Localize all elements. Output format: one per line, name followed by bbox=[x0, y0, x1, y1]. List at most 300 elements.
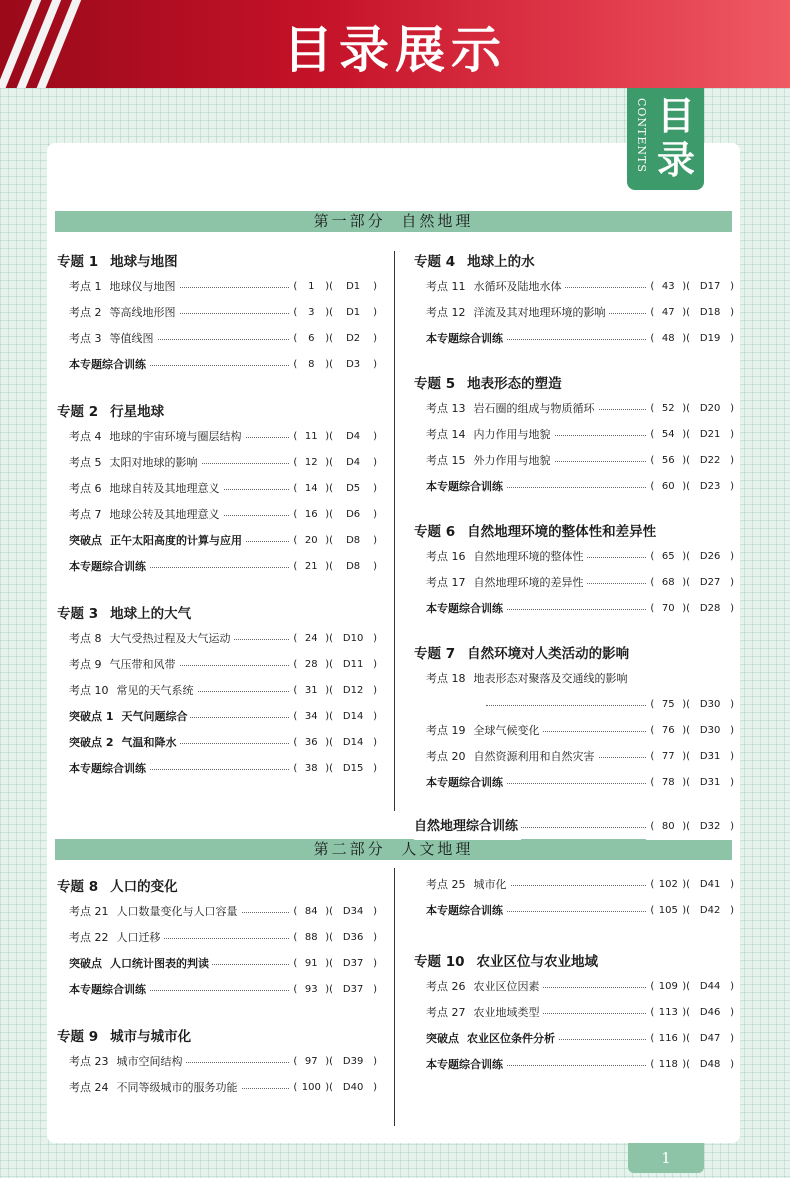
answer-ref: D44 bbox=[699, 981, 721, 992]
answer-ref: D32 bbox=[699, 821, 721, 832]
entry-pages: ( 24 )( D10 ) bbox=[289, 626, 377, 652]
column-divider bbox=[394, 868, 395, 1126]
toc-entry bbox=[414, 1052, 734, 1078]
page-ref: 118 bbox=[658, 1059, 678, 1070]
entry-title: 全球气候变化 bbox=[473, 724, 540, 737]
page-ref: 1 bbox=[308, 281, 315, 292]
topic-title bbox=[57, 250, 377, 274]
topic-name: 行星地球 bbox=[110, 404, 165, 420]
entry-key: 考点 26 bbox=[426, 980, 466, 993]
entry-label bbox=[426, 274, 565, 300]
entry-pages: ( 47 )( D18 ) bbox=[646, 300, 734, 326]
entry-key: 考点 1 bbox=[69, 280, 102, 293]
part-two-bar bbox=[55, 839, 732, 860]
entry-pages: ( 31 )( D12 ) bbox=[289, 678, 377, 704]
entry-label bbox=[69, 1075, 241, 1101]
entry-key: 考点 2 bbox=[69, 306, 102, 319]
page-ref: 77 bbox=[661, 751, 675, 762]
page-ref: 47 bbox=[661, 307, 675, 318]
entry-title: 大气受热过程及大气运动 bbox=[109, 632, 231, 645]
entry-pages: ( 70 )( D28 ) bbox=[646, 596, 734, 622]
entry-title: 自然地理环境的整体性 bbox=[473, 550, 584, 563]
toc-entry bbox=[57, 300, 377, 326]
entry-title: 地球自转及其地理意义 bbox=[109, 482, 220, 495]
entry-title: 本专题综合训练 bbox=[69, 983, 146, 996]
toc-entry bbox=[414, 974, 734, 1000]
entry-pages: ( 118 )( D48 ) bbox=[646, 1052, 734, 1078]
page-ref: 65 bbox=[661, 551, 675, 562]
part-two-title: 人文地理 bbox=[401, 840, 474, 858]
entry-pages: ( 116 )( D47 ) bbox=[646, 1026, 734, 1052]
entry-pages: ( 80 )( D32 ) bbox=[646, 814, 734, 840]
page-ref: 70 bbox=[661, 603, 675, 614]
entry-label bbox=[414, 814, 521, 840]
entry-title: 常见的天气系统 bbox=[116, 684, 194, 697]
entry-pages: ( 76 )( D30 ) bbox=[646, 718, 734, 744]
entry-pages: ( 93 )( D37 ) bbox=[289, 977, 377, 1003]
toc-entry bbox=[414, 692, 734, 718]
part-one-right-column bbox=[414, 250, 734, 840]
topic-section bbox=[57, 875, 377, 1003]
entry-label bbox=[69, 977, 149, 1003]
page-ref: 68 bbox=[661, 577, 675, 588]
page-ref: 91 bbox=[304, 958, 318, 969]
toc-entry bbox=[57, 678, 377, 704]
toc-entry bbox=[57, 652, 377, 678]
page-ref: 56 bbox=[661, 455, 675, 466]
answer-ref: D41 bbox=[699, 879, 721, 890]
entry-label bbox=[426, 744, 598, 770]
entry-key: 突破点 bbox=[426, 1032, 459, 1045]
tab-chinese-label: 目录 bbox=[656, 94, 695, 182]
entry-key: 突破点 bbox=[69, 957, 102, 970]
entry-title: 水循环及陆地水体 bbox=[473, 280, 562, 293]
page-ref: 3 bbox=[308, 307, 315, 318]
entry-label bbox=[426, 570, 587, 596]
entry-label bbox=[69, 925, 164, 951]
entry-label bbox=[69, 450, 201, 476]
entry-pages: ( 100 )( D40 ) bbox=[289, 1075, 377, 1101]
entry-pages: ( 3 )( D1 ) bbox=[289, 300, 377, 326]
toc-entry bbox=[414, 544, 734, 570]
entry-label bbox=[426, 770, 506, 796]
entry-key: 考点 4 bbox=[69, 430, 102, 443]
answer-ref: D6 bbox=[346, 509, 361, 520]
toc-entry bbox=[57, 977, 377, 1003]
entry-title: 农业地域类型 bbox=[473, 1006, 540, 1019]
entry-pages: ( 65 )( D26 ) bbox=[646, 544, 734, 570]
topic-title bbox=[57, 400, 377, 424]
topic-section bbox=[57, 1025, 377, 1101]
entry-label bbox=[426, 1000, 543, 1026]
topic-section bbox=[414, 372, 734, 500]
entry-title: 本专题综合训练 bbox=[426, 480, 503, 493]
entry-label bbox=[69, 951, 212, 977]
entry-pages: ( 60 )( D23 ) bbox=[646, 474, 734, 500]
entry-key: 考点 3 bbox=[69, 332, 102, 345]
page-ref: 76 bbox=[661, 725, 675, 736]
entry-key: 考点 11 bbox=[426, 280, 466, 293]
part-two-right-column bbox=[414, 872, 734, 1078]
entry-label bbox=[426, 718, 543, 744]
answer-ref: D20 bbox=[699, 403, 721, 414]
entry-title: 太阳对地球的影响 bbox=[109, 456, 198, 469]
page-ref: 8 bbox=[308, 359, 315, 370]
entry-pages: ( 102 )( D41 ) bbox=[646, 872, 734, 898]
entry-label bbox=[426, 596, 506, 622]
toc-entry bbox=[414, 1026, 734, 1052]
entry-title: 等值线图 bbox=[109, 332, 154, 345]
entry-key: 考点 15 bbox=[426, 454, 466, 467]
answer-ref: D12 bbox=[342, 685, 364, 696]
topic-section bbox=[57, 602, 377, 782]
topic-section bbox=[414, 642, 734, 796]
entry-label bbox=[69, 300, 179, 326]
entry-key: 突破点 2 bbox=[69, 736, 114, 749]
answer-ref: D31 bbox=[699, 777, 721, 788]
topic-number: 专题 3 bbox=[57, 606, 99, 622]
answer-ref: D1 bbox=[346, 281, 361, 292]
entry-key: 考点 17 bbox=[426, 576, 466, 589]
answer-ref: D8 bbox=[346, 561, 361, 572]
entry-pages: ( 97 )( D39 ) bbox=[289, 1049, 377, 1075]
entry-key: 突破点 bbox=[69, 534, 102, 547]
entry-title: 地表形态对聚落及交通线的影响 bbox=[473, 672, 628, 685]
entry-label bbox=[69, 704, 190, 730]
entry-pages: ( 68 )( D27 ) bbox=[646, 570, 734, 596]
toc-entry bbox=[414, 718, 734, 744]
entry-title: 正午太阳高度的计算与应用 bbox=[110, 534, 242, 547]
entry-key: 考点 19 bbox=[426, 724, 466, 737]
entry-key: 考点 24 bbox=[69, 1081, 109, 1094]
toc-entry bbox=[57, 1049, 377, 1075]
entry-key: 考点 12 bbox=[426, 306, 466, 319]
page-ref: 84 bbox=[304, 906, 318, 917]
entry-key: 考点 20 bbox=[426, 750, 466, 763]
entry-label bbox=[69, 554, 149, 580]
answer-ref: D4 bbox=[346, 431, 361, 442]
toc-entry bbox=[414, 396, 734, 422]
entry-pages: ( 38 )( D15 ) bbox=[289, 756, 377, 782]
answer-ref: D34 bbox=[342, 906, 364, 917]
topic-name: 自然环境对人类活动的影响 bbox=[467, 646, 630, 662]
page-ref: 52 bbox=[661, 403, 675, 414]
entry-key: 考点 7 bbox=[69, 508, 102, 521]
toc-entry bbox=[414, 666, 734, 692]
entry-pages: ( 28 )( D11 ) bbox=[289, 652, 377, 678]
topic-section bbox=[414, 950, 734, 1078]
entry-title: 本专题综合训练 bbox=[426, 1058, 503, 1071]
entry-label bbox=[426, 326, 506, 352]
page-ref: 28 bbox=[304, 659, 318, 670]
answer-ref: D10 bbox=[342, 633, 364, 644]
answer-ref: D47 bbox=[699, 1033, 721, 1044]
page-ref: 12 bbox=[304, 457, 318, 468]
entry-title: 人口迁移 bbox=[116, 931, 161, 944]
page-ref: 75 bbox=[661, 699, 675, 710]
entry-title: 本专题综合训练 bbox=[426, 776, 503, 789]
topic-title bbox=[414, 950, 734, 974]
entry-label bbox=[426, 872, 510, 898]
entry-pages: ( 54 )( D21 ) bbox=[646, 422, 734, 448]
topic-section bbox=[57, 400, 377, 580]
entry-key: 考点 13 bbox=[426, 402, 466, 415]
entry-pages: ( 48 )( D19 ) bbox=[646, 326, 734, 352]
topic-number: 专题 9 bbox=[57, 1029, 99, 1045]
part-two-number: 第二部分 bbox=[313, 840, 386, 858]
answer-ref: D17 bbox=[699, 281, 721, 292]
entry-key: 考点 5 bbox=[69, 456, 102, 469]
topic-title bbox=[57, 875, 377, 899]
topic-number: 专题 7 bbox=[414, 646, 456, 662]
entry-label bbox=[426, 544, 587, 570]
page-ref: 21 bbox=[304, 561, 318, 572]
page-ref: 105 bbox=[658, 905, 678, 916]
entry-label bbox=[69, 424, 245, 450]
entry-title: 农业区位因素 bbox=[473, 980, 540, 993]
entry-key: 考点 9 bbox=[69, 658, 102, 671]
entry-key: 考点 10 bbox=[69, 684, 109, 697]
toc-entry bbox=[57, 1075, 377, 1101]
page-ref: 102 bbox=[658, 879, 678, 890]
entry-pages: ( 6 )( D2 ) bbox=[289, 326, 377, 352]
entry-title: 洋流及其对地理环境的影响 bbox=[473, 306, 606, 319]
answer-ref: D30 bbox=[699, 725, 721, 736]
entry-label bbox=[426, 974, 543, 1000]
answer-ref: D42 bbox=[699, 905, 721, 916]
toc-entry bbox=[414, 474, 734, 500]
entry-title: 城市空间结构 bbox=[116, 1055, 183, 1068]
toc-entry bbox=[414, 274, 734, 300]
entry-label bbox=[69, 502, 223, 528]
entry-title: 自然资源利用和自然灾害 bbox=[473, 750, 595, 763]
entry-label bbox=[69, 730, 179, 756]
entry-key: 考点 23 bbox=[69, 1055, 109, 1068]
entry-pages: ( 105 )( D42 ) bbox=[646, 898, 734, 924]
topic-title bbox=[414, 372, 734, 396]
entry-key: 考点 14 bbox=[426, 428, 466, 441]
entry-pages: ( 36 )( D14 ) bbox=[289, 730, 377, 756]
entry-pages: ( 78 )( D31 ) bbox=[646, 770, 734, 796]
entry-title: 本专题综合训练 bbox=[69, 560, 146, 573]
topic-name: 人口的变化 bbox=[110, 879, 178, 895]
header-banner bbox=[0, 0, 790, 88]
answer-ref: D5 bbox=[346, 483, 361, 494]
answer-ref: D46 bbox=[699, 1007, 721, 1018]
toc-entry bbox=[57, 554, 377, 580]
entry-key: 考点 22 bbox=[69, 931, 109, 944]
page-ref: 11 bbox=[304, 431, 318, 442]
page-ref: 14 bbox=[304, 483, 318, 494]
toc-entry bbox=[414, 814, 734, 840]
answer-ref: D2 bbox=[346, 333, 361, 344]
entry-key: 考点 21 bbox=[69, 905, 109, 918]
entry-label bbox=[426, 666, 631, 692]
toc-entry bbox=[57, 502, 377, 528]
part-one-title: 自然地理 bbox=[401, 212, 474, 230]
toc-entry bbox=[414, 422, 734, 448]
topic-title bbox=[57, 602, 377, 626]
toc-entry bbox=[57, 626, 377, 652]
entry-label bbox=[69, 652, 179, 678]
answer-ref: D40 bbox=[342, 1082, 364, 1093]
topic-title bbox=[57, 1025, 377, 1049]
entry-title: 地球的宇宙环境与圈层结构 bbox=[109, 430, 242, 443]
answer-ref: D1 bbox=[346, 307, 361, 318]
entry-pages: ( 88 )( D36 ) bbox=[289, 925, 377, 951]
entry-pages: ( 21 )( D8 ) bbox=[289, 554, 377, 580]
entry-label bbox=[426, 898, 506, 924]
entry-pages: ( 20 )( D8 ) bbox=[289, 528, 377, 554]
toc-entry bbox=[414, 872, 734, 898]
answer-ref: D39 bbox=[342, 1056, 364, 1067]
answer-ref: D26 bbox=[699, 551, 721, 562]
entry-pages: ( 109 )( D44 ) bbox=[646, 974, 734, 1000]
page-ref: 43 bbox=[661, 281, 675, 292]
part-one-left-column bbox=[57, 250, 377, 782]
page-number: 1 bbox=[628, 1143, 704, 1173]
toc-entry bbox=[57, 951, 377, 977]
answer-ref: D36 bbox=[342, 932, 364, 943]
entry-key: 考点 25 bbox=[426, 878, 466, 891]
page-ref: 78 bbox=[661, 777, 675, 788]
topic-number: 专题 4 bbox=[414, 254, 456, 270]
answer-ref: D11 bbox=[342, 659, 364, 670]
entry-pages: ( 113 )( D46 ) bbox=[646, 1000, 734, 1026]
entry-title: 农业区位条件分析 bbox=[467, 1032, 555, 1045]
toc-entry bbox=[57, 528, 377, 554]
entry-label bbox=[426, 300, 609, 326]
toc-entry bbox=[57, 274, 377, 300]
answer-ref: D3 bbox=[346, 359, 361, 370]
entry-title: 自然地理综合训练 bbox=[414, 819, 519, 834]
banner-title: 目录展示 bbox=[283, 21, 507, 79]
page-ref: 31 bbox=[304, 685, 318, 696]
tab-english-label: CONTENTS bbox=[635, 98, 648, 173]
entry-label bbox=[69, 1049, 186, 1075]
entry-title: 气温和降水 bbox=[121, 736, 177, 749]
entry-label bbox=[426, 1052, 506, 1078]
page-ref: 24 bbox=[304, 633, 318, 644]
entry-label bbox=[426, 474, 506, 500]
entry-title: 天气问题综合 bbox=[121, 710, 188, 723]
answer-ref: D27 bbox=[699, 577, 721, 588]
entry-title: 外力作用与地貌 bbox=[473, 454, 551, 467]
entry-title: 本专题综合训练 bbox=[426, 332, 503, 345]
answer-ref: D21 bbox=[699, 429, 721, 440]
toc-entry bbox=[57, 899, 377, 925]
entry-pages: ( 75 )( D30 ) bbox=[646, 692, 734, 718]
entry-label bbox=[69, 528, 245, 554]
toc-entry bbox=[414, 898, 734, 924]
entry-title: 本专题综合训练 bbox=[426, 602, 503, 615]
entry-title: 内力作用与地貌 bbox=[473, 428, 551, 441]
page-ref: 16 bbox=[304, 509, 318, 520]
entry-label bbox=[426, 422, 554, 448]
entry-pages: ( 8 )( D3 ) bbox=[289, 352, 377, 378]
entry-key: 考点 16 bbox=[426, 550, 466, 563]
answer-ref: D28 bbox=[699, 603, 721, 614]
page-ref: 20 bbox=[304, 535, 318, 546]
topic-name: 城市与城市化 bbox=[110, 1029, 192, 1045]
entry-pages: ( 12 )( D4 ) bbox=[289, 450, 377, 476]
page-ref: 48 bbox=[661, 333, 675, 344]
toc-entry bbox=[414, 448, 734, 474]
topic-name: 自然地理环境的整体性和差异性 bbox=[467, 524, 657, 540]
topic-name: 农业区位与农业地域 bbox=[476, 954, 598, 970]
topic-number: 专题 10 bbox=[414, 954, 465, 970]
entry-label bbox=[69, 756, 149, 782]
answer-ref: D37 bbox=[342, 958, 364, 969]
toc-entry bbox=[414, 596, 734, 622]
part-two-left-column bbox=[57, 875, 377, 1101]
answer-ref: D4 bbox=[346, 457, 361, 468]
answer-ref: D15 bbox=[342, 763, 364, 774]
part-one-number: 第一部分 bbox=[313, 212, 386, 230]
entry-pages: ( 52 )( D20 ) bbox=[646, 396, 734, 422]
entry-title: 地球仪与地图 bbox=[109, 280, 176, 293]
entry-pages: ( 11 )( D4 ) bbox=[289, 424, 377, 450]
answer-ref: D18 bbox=[699, 307, 721, 318]
answer-ref: D30 bbox=[699, 699, 721, 710]
page-ref: 109 bbox=[658, 981, 678, 992]
entry-key: 考点 8 bbox=[69, 632, 102, 645]
entry-pages: ( 77 )( D31 ) bbox=[646, 744, 734, 770]
topic-number: 专题 8 bbox=[57, 879, 99, 895]
page-ref: 54 bbox=[661, 429, 675, 440]
toc-entry bbox=[57, 352, 377, 378]
page-ref: 34 bbox=[304, 711, 318, 722]
topic-number: 专题 6 bbox=[414, 524, 456, 540]
topic-name: 地球上的大气 bbox=[110, 606, 192, 622]
entry-pages: ( 43 )( D17 ) bbox=[646, 274, 734, 300]
toc-entry bbox=[414, 744, 734, 770]
entry-label bbox=[69, 899, 241, 925]
topic-section bbox=[414, 250, 734, 352]
entry-key: 突破点 1 bbox=[69, 710, 114, 723]
toc-entry bbox=[57, 756, 377, 782]
entry-title: 城市化 bbox=[473, 878, 507, 891]
topic-section bbox=[414, 520, 734, 622]
entry-title: 人口数量变化与人口容量 bbox=[116, 905, 238, 918]
toc-entry bbox=[57, 925, 377, 951]
contents-tab bbox=[627, 88, 704, 190]
part-one-bar bbox=[55, 211, 732, 232]
page-ref: 113 bbox=[658, 1007, 678, 1018]
topic-title bbox=[414, 250, 734, 274]
answer-ref: D48 bbox=[699, 1059, 721, 1070]
topic-number: 专题 5 bbox=[414, 376, 456, 392]
topic-number: 专题 2 bbox=[57, 404, 99, 420]
toc-entry bbox=[414, 770, 734, 796]
entry-title: 自然地理环境的差异性 bbox=[473, 576, 584, 589]
answer-ref: D8 bbox=[346, 535, 361, 546]
toc-entry bbox=[414, 570, 734, 596]
entry-title: 等高线地形图 bbox=[109, 306, 176, 319]
answer-ref: D19 bbox=[699, 333, 721, 344]
entry-label bbox=[69, 678, 197, 704]
page-ref: 60 bbox=[661, 481, 675, 492]
toc-entry bbox=[57, 450, 377, 476]
entry-pages: ( 56 )( D22 ) bbox=[646, 448, 734, 474]
toc-entry bbox=[57, 730, 377, 756]
entry-pages: ( 84 )( D34 ) bbox=[289, 899, 377, 925]
answer-ref: D14 bbox=[342, 737, 364, 748]
page-ref: 97 bbox=[304, 1056, 318, 1067]
entry-label bbox=[69, 274, 179, 300]
toc-entry bbox=[414, 1000, 734, 1026]
entry-title: 本专题综合训练 bbox=[69, 762, 146, 775]
